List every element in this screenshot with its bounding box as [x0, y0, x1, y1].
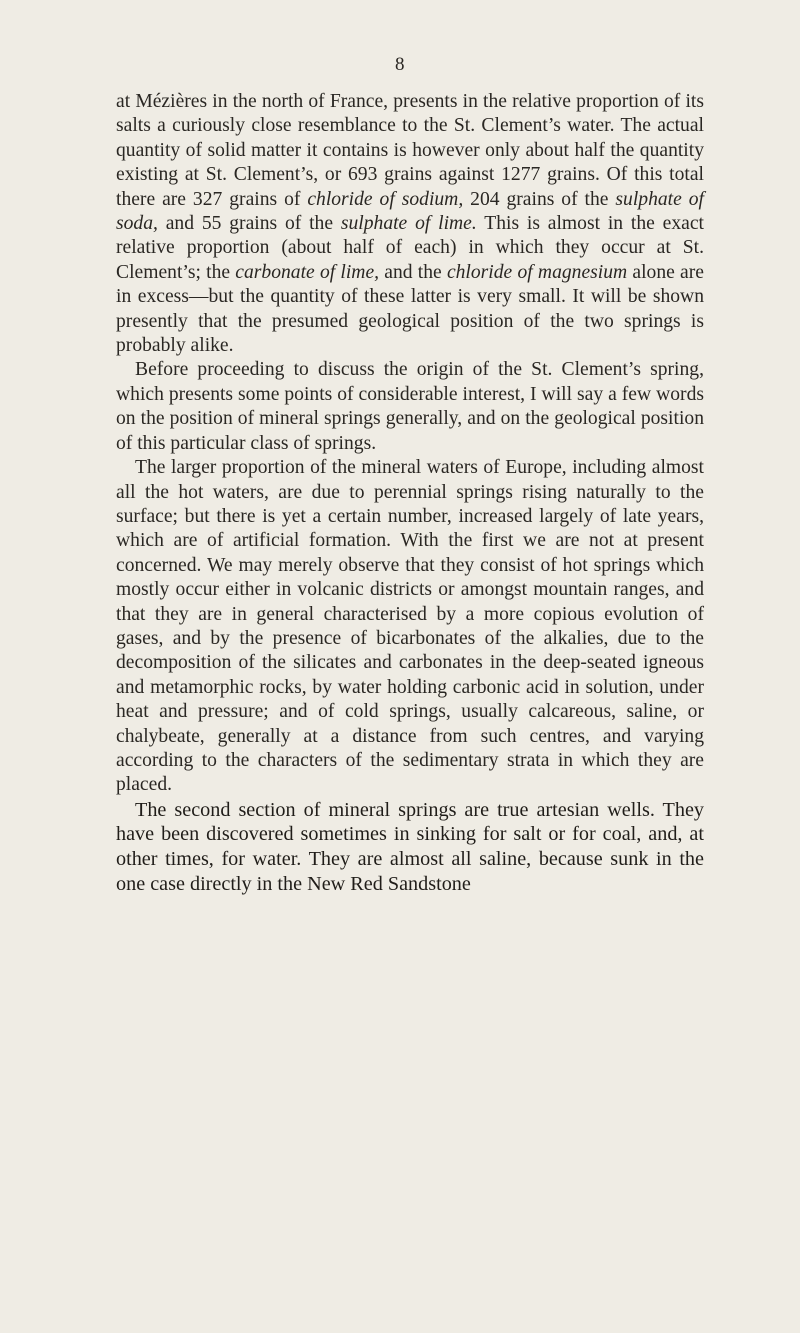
- term-chloride-of-magnesium: chloride of magnesium: [446, 261, 628, 283]
- paragraph-1-text-5: and the: [379, 261, 447, 283]
- paragraph-2: Before proceeding to discuss the origin of the St. Clement’s spring, which presents some points of considerable interest, I will say a few words on the position of mineral springs generally, and on the geological position of this particular class of springs.: [116, 359, 704, 454]
- paragraph-4: The second section of mineral springs are true artesian wells. They have been discovered sometimes in sinking for salt or for coal, and, at other times, for water. They are almost all saline, because sunk in the one case directly in the New Red Sandstone: [116, 798, 704, 895]
- body-text: [116, 90, 704, 896]
- term-sulphate-of-lime: sulphate of lime.: [340, 213, 477, 235]
- term-carbonate-of-lime: carbonate of lime,: [235, 261, 380, 283]
- paragraph-1-text-2: 204 grains of the: [463, 188, 616, 210]
- term-sulphate-of-soda: sulphate of soda,: [116, 188, 704, 235]
- paragraph-1: [116, 90, 704, 358]
- page-number: 8: [395, 54, 405, 75]
- term-chloride-of-sodium: chloride of sodium,: [307, 188, 464, 210]
- paragraph-1-text-3: and 55 grains of the: [157, 213, 341, 235]
- paragraph-1-text-1: at Mézières in the north of France, presents in the relative proportion of its salts a curiously close resemblance to the St. Clement’s water. The actual quantity of solid matter it contains is however only about half the quantity existing at St. Clement’s, or 693 grains against 1277 grains. Of this total there are 327 grains of: [116, 91, 704, 210]
- paragraph-1-text-6: alone are in excess—but the quantity of these latter is very small. It will be shown presently that the presumed geological position of the two springs is probably alike.: [116, 261, 704, 357]
- paragraph-1-text-4: This is almost in the exact relative proportion (about half of each) in which they occur at St. Clement’s; the: [116, 213, 704, 283]
- paragraph-3: The larger proportion of the mineral waters of Europe, including almost all the hot waters, are due to perennial springs rising naturally to the surface; but there is yet a certain number, increased largely of late years, which are of artificial formation. With the first we are not at present concerned. We may merely observe that they consist of hot springs which mostly occur either in volcanic districts or amongst mountain ranges, and that they are in general characterised by a more copious evolution of gases, and by the presence of bicarbonates of the alkalies, due to the decomposition of the silicates and carbonates in the deep-seated igneous and metamorphic rocks, by water holding carbonic acid in solution, under heat and pressure; and of cold springs, usually calcareous, saline, or chalybeate, generally at a distance from such centres, and varying according to the characters of the sedimentary strata in which they are placed.: [116, 457, 704, 796]
